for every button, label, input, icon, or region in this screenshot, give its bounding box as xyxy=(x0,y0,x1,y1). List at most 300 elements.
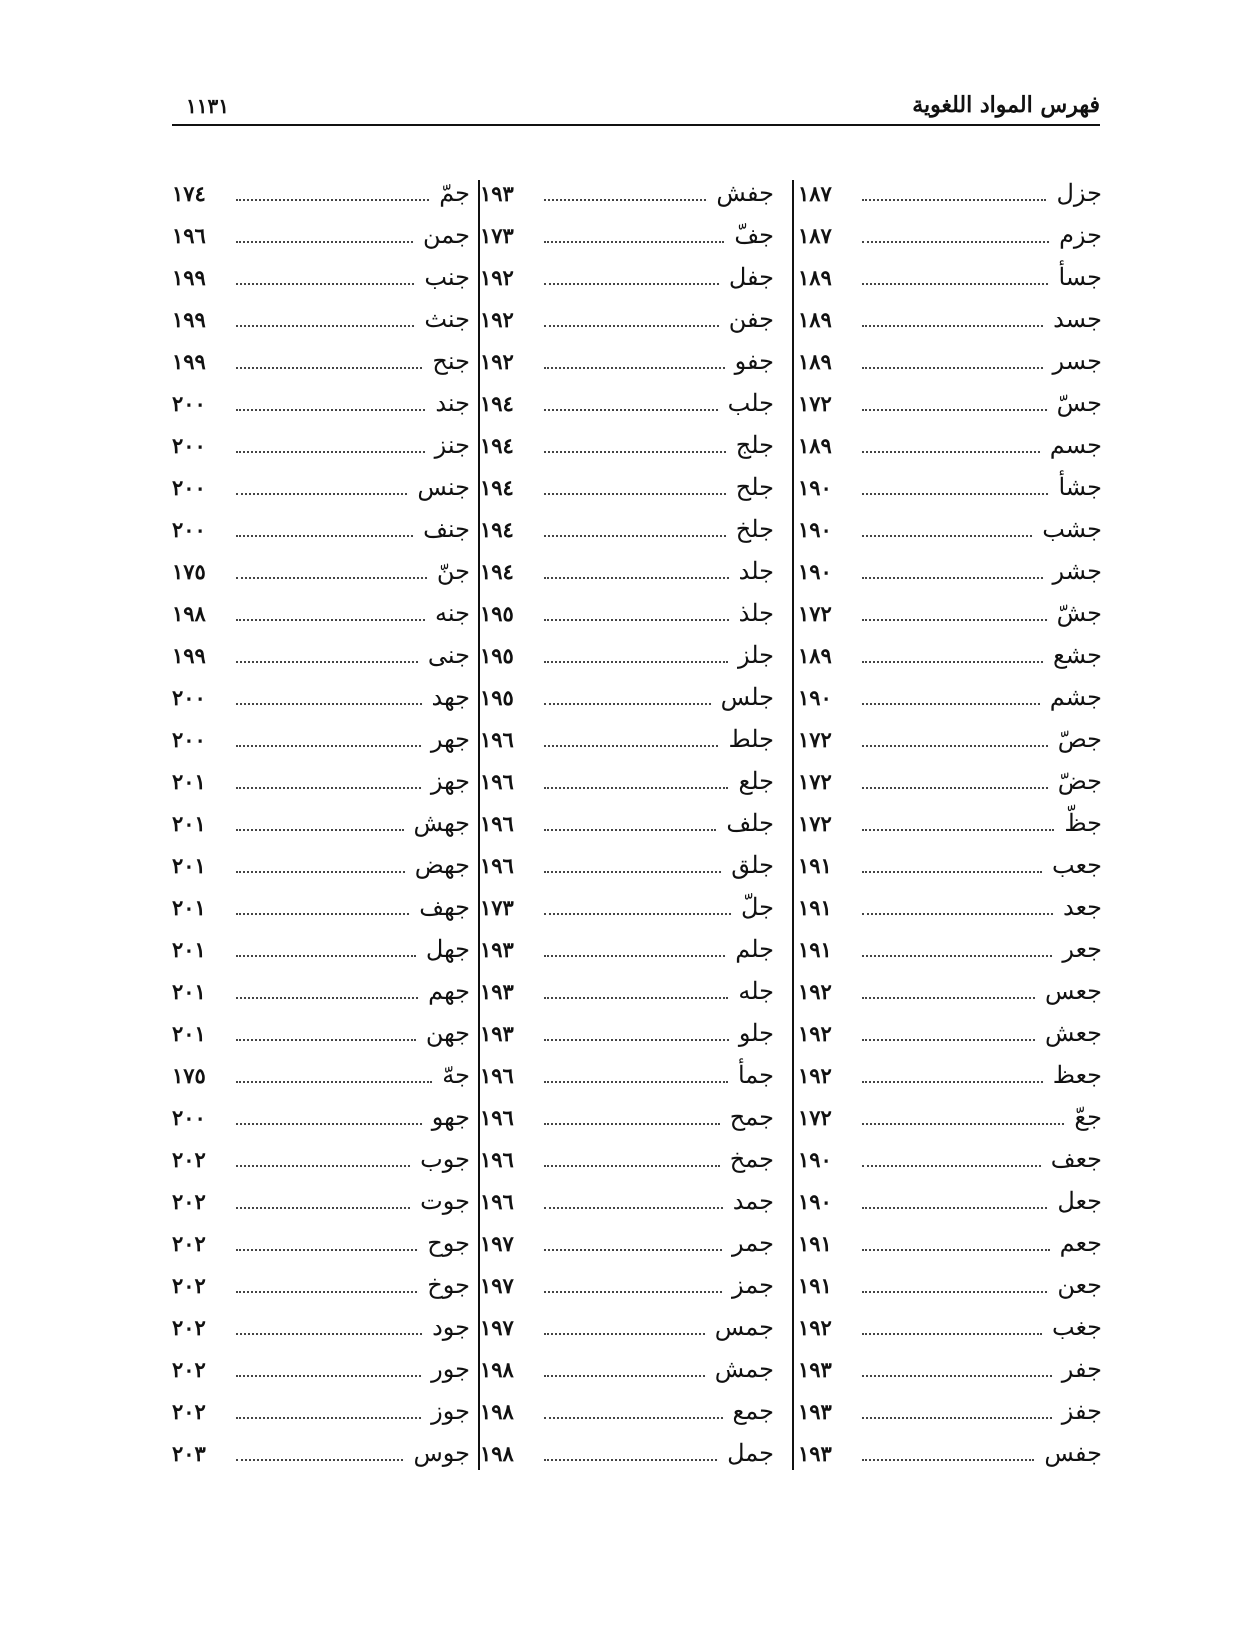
entry-word: جعس xyxy=(1044,977,1102,1005)
entry-word: جمن xyxy=(423,221,470,249)
index-entry xyxy=(480,592,774,634)
entry-page-number: ١٨٧ xyxy=(798,180,832,206)
index-entry xyxy=(480,634,774,676)
entry-page-number: ١٧٥ xyxy=(172,558,206,584)
entry-word: جهف xyxy=(419,893,470,921)
entry-word: جلع xyxy=(738,767,774,795)
entry-word: جعب xyxy=(1052,851,1102,879)
index-entry xyxy=(480,508,774,550)
index-entry xyxy=(172,424,470,466)
entry-page-number: ١٨٧ xyxy=(798,222,832,248)
entry-page-number: ١٩٨ xyxy=(480,1440,514,1466)
index-entry xyxy=(798,550,1102,592)
index-entry xyxy=(172,1222,470,1264)
index-entry xyxy=(480,1054,774,1096)
dot-leader xyxy=(236,1081,432,1083)
index-entry xyxy=(798,1180,1102,1222)
entry-page-number: ١٩٠ xyxy=(798,684,832,710)
entry-page-number: ١٩٤ xyxy=(480,558,514,584)
entry-word: جهر xyxy=(430,725,470,753)
index-entry xyxy=(172,172,470,214)
index-column-3 xyxy=(172,172,470,1468)
entry-page-number: ١٩٤ xyxy=(480,516,514,542)
entry-page-number: ١٩٤ xyxy=(480,474,514,500)
index-entry xyxy=(172,466,470,508)
index-entry xyxy=(480,298,774,340)
entry-word: جلب xyxy=(727,389,774,417)
entry-word: جفس xyxy=(1044,1439,1102,1467)
dot-leader xyxy=(544,367,725,369)
index-entry xyxy=(172,718,470,760)
entry-page-number: ٢٠٢ xyxy=(172,1230,206,1256)
entry-page-number: ١٩٦ xyxy=(172,222,206,248)
entry-word: جلّ xyxy=(740,893,774,921)
entry-word: جهش xyxy=(413,809,470,837)
dot-leader xyxy=(862,409,1047,411)
entry-page-number: ١٩٣ xyxy=(798,1398,832,1424)
entry-word: جهد xyxy=(431,683,470,711)
entry-page-number: ١٩٠ xyxy=(798,474,832,500)
index-entry xyxy=(480,1138,774,1180)
entry-page-number: ١٩٣ xyxy=(480,1020,514,1046)
entry-page-number: ١٩٥ xyxy=(480,642,514,668)
dot-leader xyxy=(862,997,1035,999)
dot-leader xyxy=(236,703,422,705)
index-entry xyxy=(172,214,470,256)
entry-word: جمد xyxy=(732,1187,774,1215)
index-entry xyxy=(172,550,470,592)
index-entry xyxy=(480,172,774,214)
index-entry xyxy=(480,550,774,592)
dot-leader xyxy=(236,493,407,495)
dot-leader xyxy=(862,1417,1052,1419)
index-entry xyxy=(798,172,1102,214)
entry-page-number: ١٩٨ xyxy=(172,600,206,626)
entry-page-number: ١٩٢ xyxy=(798,1314,832,1340)
entry-word: جغب xyxy=(1052,1313,1102,1341)
entry-page-number: ١٨٩ xyxy=(798,432,832,458)
entry-word: جله xyxy=(738,977,774,1005)
entry-page-number: ١٩٦ xyxy=(480,726,514,752)
dot-leader xyxy=(544,745,718,747)
index-entry xyxy=(798,928,1102,970)
dot-leader xyxy=(544,1417,723,1419)
entry-page-number: ١٩٠ xyxy=(798,1188,832,1214)
index-entry xyxy=(480,1264,774,1306)
index-entry xyxy=(798,256,1102,298)
entry-page-number: ١٩٠ xyxy=(798,516,832,542)
index-entry xyxy=(480,1432,774,1474)
entry-word: جفل xyxy=(728,263,774,291)
dot-leader xyxy=(544,829,716,831)
entry-word: جوت xyxy=(420,1187,470,1215)
index-entry xyxy=(480,886,774,928)
entry-word: جفو xyxy=(734,347,774,375)
entry-word: جوح xyxy=(427,1229,470,1257)
dot-leader xyxy=(862,661,1043,663)
entry-page-number: ٢٠٢ xyxy=(172,1272,206,1298)
entry-word: جسد xyxy=(1053,305,1102,333)
entry-page-number: ١٩٤ xyxy=(480,432,514,458)
column-divider xyxy=(792,180,794,1470)
index-entry xyxy=(798,424,1102,466)
entry-page-number: ١٧٢ xyxy=(798,768,832,794)
dot-leader xyxy=(236,787,421,789)
entry-word: جمأ xyxy=(737,1061,774,1089)
dot-leader xyxy=(862,199,1046,201)
index-entry xyxy=(798,802,1102,844)
entry-word: جوس xyxy=(413,1439,470,1467)
index-entry xyxy=(798,1012,1102,1054)
index-entry xyxy=(798,1264,1102,1306)
dot-leader xyxy=(862,1249,1050,1251)
index-entry xyxy=(172,1096,470,1138)
entry-page-number: ٢٠٢ xyxy=(172,1314,206,1340)
dot-leader xyxy=(236,1291,417,1293)
entry-word: جمز xyxy=(732,1271,774,1299)
dot-leader xyxy=(862,619,1047,621)
entry-page-number: ٢٠٠ xyxy=(172,516,206,542)
entry-word: جمس xyxy=(714,1313,774,1341)
index-entry xyxy=(172,1180,470,1222)
entry-page-number: ١٧٢ xyxy=(798,810,832,836)
entry-word: جشب xyxy=(1042,515,1102,543)
index-entry xyxy=(798,592,1102,634)
dot-leader xyxy=(544,661,728,663)
entry-page-number: ١٩٨ xyxy=(480,1398,514,1424)
entry-page-number: ٢٠٠ xyxy=(172,684,206,710)
entry-page-number: ١٧٢ xyxy=(798,600,832,626)
entry-page-number: ٢٠٠ xyxy=(172,474,206,500)
index-entry xyxy=(172,1138,470,1180)
entry-page-number: ٢٠٠ xyxy=(172,390,206,416)
entry-word: جلز xyxy=(737,641,774,669)
entry-word: جهن xyxy=(425,1019,470,1047)
index-entry xyxy=(172,676,470,718)
index-entry xyxy=(798,886,1102,928)
index-entry xyxy=(480,340,774,382)
entry-page-number: ١٩٦ xyxy=(480,1104,514,1130)
entry-page-number: ١٩١ xyxy=(798,936,832,962)
entry-word: جفر xyxy=(1061,1355,1102,1383)
entry-page-number: ١٩٠ xyxy=(798,558,832,584)
dot-leader xyxy=(544,913,731,915)
entry-word: جود xyxy=(432,1313,470,1341)
entry-page-number: ٢٠٢ xyxy=(172,1146,206,1172)
entry-page-number: ١٨٩ xyxy=(798,264,832,290)
entry-word: جعم xyxy=(1059,1229,1102,1257)
index-entry xyxy=(172,340,470,382)
index-entry xyxy=(480,1180,774,1222)
dot-leader xyxy=(544,1333,705,1335)
entry-page-number: ١٩٥ xyxy=(480,684,514,710)
dot-leader xyxy=(544,283,719,285)
entry-word: جهل xyxy=(425,935,470,963)
index-entry xyxy=(172,760,470,802)
index-entry xyxy=(172,970,470,1012)
dot-leader xyxy=(544,1249,722,1251)
dot-leader xyxy=(544,325,719,327)
index-entry xyxy=(798,508,1102,550)
entry-word: جشع xyxy=(1052,641,1102,669)
index-entry xyxy=(480,256,774,298)
index-entry xyxy=(172,1012,470,1054)
entry-word: جنب xyxy=(424,263,470,291)
dot-leader xyxy=(862,1333,1042,1335)
entry-word: جعر xyxy=(1062,935,1102,963)
entry-page-number: ١٩٠ xyxy=(798,1146,832,1172)
dot-leader xyxy=(862,955,1052,957)
dot-leader xyxy=(862,367,1043,369)
index-entry xyxy=(480,382,774,424)
entry-word: جعن xyxy=(1057,1271,1102,1299)
index-entry xyxy=(480,718,774,760)
index-entry xyxy=(172,1348,470,1390)
entry-word: جلس xyxy=(720,683,774,711)
entry-word: جلو xyxy=(738,1019,774,1047)
index-entry xyxy=(798,382,1102,424)
entry-word: جهم xyxy=(428,977,470,1005)
column-divider xyxy=(478,180,480,1470)
dot-leader xyxy=(862,1081,1043,1083)
entry-page-number: ١٩٢ xyxy=(798,1062,832,1088)
index-entry xyxy=(480,1390,774,1432)
dot-leader xyxy=(236,1123,422,1125)
dot-leader xyxy=(236,619,425,621)
entry-word: جنف xyxy=(423,515,470,543)
index-entry xyxy=(798,1054,1102,1096)
dot-leader xyxy=(544,1081,728,1083)
dot-leader xyxy=(862,1291,1047,1293)
entry-page-number: ٢٠١ xyxy=(172,978,206,1004)
dot-leader xyxy=(544,1123,720,1125)
index-entry xyxy=(480,928,774,970)
entry-word: جمل xyxy=(727,1439,774,1467)
index-entry xyxy=(480,802,774,844)
dot-leader xyxy=(236,913,409,915)
index-entry xyxy=(480,676,774,718)
dot-leader xyxy=(544,493,726,495)
entry-word: جزل xyxy=(1056,179,1102,207)
dot-leader xyxy=(544,1459,717,1461)
page-number: ١١٣١ xyxy=(186,94,229,118)
dot-leader xyxy=(862,787,1048,789)
entry-word: جعل xyxy=(1057,1187,1102,1215)
entry-word: جوز xyxy=(431,1397,470,1425)
index-entry xyxy=(480,1096,774,1138)
index-entry xyxy=(480,1306,774,1348)
dot-leader xyxy=(544,241,724,243)
entry-word: جظّ xyxy=(1064,809,1102,837)
entry-page-number: ٢٠٠ xyxy=(172,726,206,752)
dot-leader xyxy=(236,1165,410,1167)
dot-leader xyxy=(236,367,422,369)
index-entry xyxy=(798,1390,1102,1432)
index-entry xyxy=(798,466,1102,508)
entry-page-number: ١٩٦ xyxy=(480,1062,514,1088)
dot-leader xyxy=(862,871,1042,873)
entry-page-number: ١٨٩ xyxy=(798,642,832,668)
index-entry xyxy=(480,466,774,508)
index-entry xyxy=(172,1306,470,1348)
entry-word: جصّ xyxy=(1057,725,1102,753)
dot-leader xyxy=(236,1417,421,1419)
entry-page-number: ٢٠١ xyxy=(172,1020,206,1046)
entry-page-number: ٢٠١ xyxy=(172,810,206,836)
dot-leader xyxy=(544,409,718,411)
entry-word: جعد xyxy=(1062,893,1102,921)
dot-leader xyxy=(236,955,416,957)
dot-leader xyxy=(544,1039,729,1041)
entry-word: جعّ xyxy=(1074,1103,1102,1131)
index-entry xyxy=(172,634,470,676)
entry-word: جشّ xyxy=(1056,599,1102,627)
entry-page-number: ١٩٣ xyxy=(798,1356,832,1382)
dot-leader xyxy=(862,829,1054,831)
entry-page-number: ٢٠٢ xyxy=(172,1398,206,1424)
entry-word: جفّ xyxy=(734,221,774,249)
entry-page-number: ١٩٣ xyxy=(798,1440,832,1466)
dot-leader xyxy=(236,1249,417,1251)
entry-word: جلق xyxy=(731,851,774,879)
dot-leader xyxy=(544,619,729,621)
dot-leader xyxy=(862,283,1048,285)
entry-page-number: ١٧٣ xyxy=(480,222,514,248)
entry-word: جلط xyxy=(728,725,774,753)
dot-leader xyxy=(236,325,414,327)
entry-word: جمش xyxy=(714,1355,774,1383)
entry-page-number: ١٩١ xyxy=(798,852,832,878)
index-entry xyxy=(480,214,774,256)
entry-page-number: ١٩٢ xyxy=(480,348,514,374)
entry-word: جنه xyxy=(435,599,470,627)
entry-page-number: ٢٠١ xyxy=(172,894,206,920)
dot-leader xyxy=(236,1207,410,1209)
dot-leader xyxy=(236,745,421,747)
index-column-2 xyxy=(480,172,774,1468)
index-entry xyxy=(480,1222,774,1264)
dot-leader xyxy=(236,1459,403,1461)
dot-leader xyxy=(236,1333,422,1335)
entry-page-number: ١٧٥ xyxy=(172,1062,206,1088)
entry-page-number: ١٩٣ xyxy=(480,180,514,206)
entry-word: جعش xyxy=(1044,1019,1102,1047)
dot-leader xyxy=(544,955,725,957)
index-entry xyxy=(798,1306,1102,1348)
entry-word: جسر xyxy=(1052,347,1102,375)
entry-page-number: ٢٠٣ xyxy=(172,1440,206,1466)
dot-leader xyxy=(236,871,405,873)
dot-leader xyxy=(544,1375,705,1377)
dot-leader xyxy=(236,997,418,999)
index-entry xyxy=(798,760,1102,802)
dot-leader xyxy=(236,577,427,579)
entry-word: جفن xyxy=(728,305,774,333)
entry-word: جمع xyxy=(732,1397,774,1425)
entry-word: جهز xyxy=(430,767,470,795)
entry-word: جلف xyxy=(726,809,774,837)
entry-page-number: ١٧٢ xyxy=(798,726,832,752)
entry-word: جضّ xyxy=(1057,767,1102,795)
entry-word: جعف xyxy=(1050,1145,1102,1173)
entry-word: جنز xyxy=(434,431,470,459)
index-entry xyxy=(480,844,774,886)
dot-leader xyxy=(236,199,429,201)
entry-word: جلد xyxy=(738,557,774,585)
entry-page-number: ١٩٧ xyxy=(480,1230,514,1256)
dot-leader xyxy=(544,1207,723,1209)
entry-page-number: ١٧٢ xyxy=(798,390,832,416)
index-entry xyxy=(172,298,470,340)
entry-word: جلخ xyxy=(735,515,774,543)
entry-page-number: ٢٠٠ xyxy=(172,1104,206,1130)
dot-leader xyxy=(862,325,1043,327)
entry-page-number: ١٩٣ xyxy=(480,936,514,962)
entry-page-number: ١٩٨ xyxy=(480,1356,514,1382)
entry-word: جسأ xyxy=(1058,263,1102,291)
index-entry xyxy=(172,928,470,970)
entry-page-number: ١٩٧ xyxy=(480,1314,514,1340)
entry-word: جمّ xyxy=(439,179,470,207)
index-entry xyxy=(798,970,1102,1012)
entry-page-number: ١٩١ xyxy=(798,894,832,920)
entry-page-number: ١٩٢ xyxy=(480,306,514,332)
index-entry xyxy=(172,1264,470,1306)
index-entry xyxy=(798,1222,1102,1264)
entry-word: جنى xyxy=(427,641,470,669)
entry-word: جزم xyxy=(1059,221,1102,249)
header-rule xyxy=(172,124,1100,126)
dot-leader xyxy=(236,283,414,285)
entry-word: جند xyxy=(435,389,470,417)
dot-leader xyxy=(544,997,728,999)
entry-page-number: ١٩٦ xyxy=(480,852,514,878)
entry-word: جوب xyxy=(420,1145,470,1173)
index-entry xyxy=(798,340,1102,382)
index-entry xyxy=(172,1432,470,1474)
dot-leader xyxy=(862,577,1043,579)
dot-leader xyxy=(862,535,1032,537)
index-entry xyxy=(172,382,470,424)
index-entry xyxy=(172,886,470,928)
entry-word: جفش xyxy=(716,179,774,207)
index-entry xyxy=(798,1348,1102,1390)
index-entry xyxy=(798,718,1102,760)
index-entry xyxy=(798,298,1102,340)
entry-word: جفز xyxy=(1061,1397,1102,1425)
entry-page-number: ١٩٢ xyxy=(480,264,514,290)
entry-page-number: ٢٠١ xyxy=(172,768,206,794)
dot-leader xyxy=(236,241,413,243)
entry-page-number: ٢٠١ xyxy=(172,852,206,878)
dot-leader xyxy=(236,829,404,831)
dot-leader xyxy=(544,871,721,873)
dot-leader xyxy=(544,1165,720,1167)
page-header xyxy=(172,88,1100,124)
entry-page-number: ٢٠٠ xyxy=(172,432,206,458)
dot-leader xyxy=(236,1375,421,1377)
dot-leader xyxy=(862,241,1049,243)
entry-page-number: ١٩٩ xyxy=(172,348,206,374)
entry-page-number: ٢٠٢ xyxy=(172,1356,206,1382)
entry-page-number: ١٩١ xyxy=(798,1230,832,1256)
entry-page-number: ١٨٩ xyxy=(798,306,832,332)
entry-page-number: ١٨٩ xyxy=(798,348,832,374)
dot-leader xyxy=(544,787,728,789)
entry-word: جسم xyxy=(1049,431,1102,459)
index-entry xyxy=(480,760,774,802)
dot-leader xyxy=(862,913,1053,915)
